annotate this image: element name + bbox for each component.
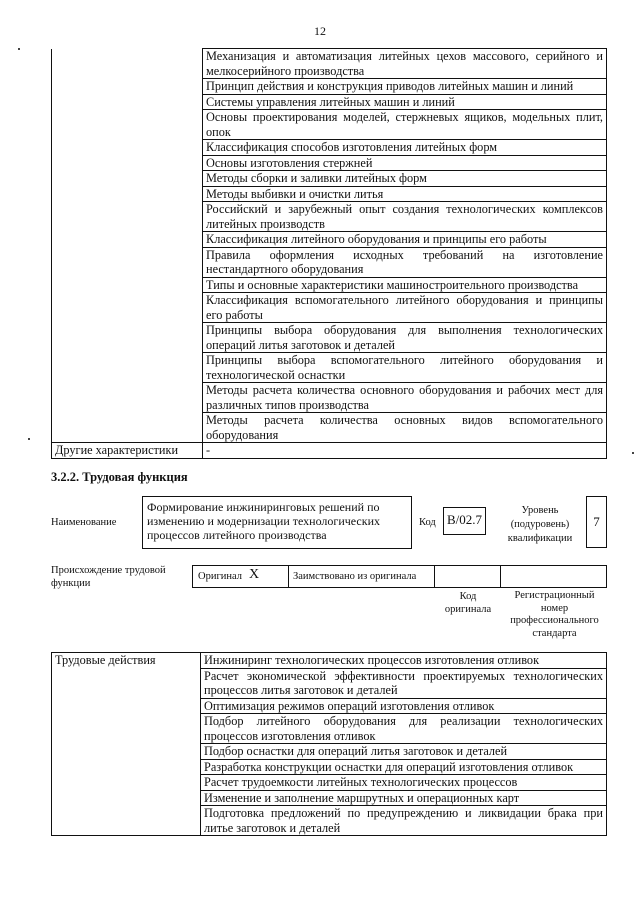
other-characteristics-value: -	[203, 443, 607, 459]
action-row	[52, 653, 607, 669]
knowledge-row	[52, 186, 607, 202]
code-original-label: Код оригинала	[444, 591, 492, 615]
row-label-cell	[52, 79, 203, 95]
row-label-cell	[52, 94, 203, 110]
knowledge-item: Классификация вспомогательного литейного оборудования и принципы его работы	[203, 293, 607, 323]
row-label-cell	[52, 323, 203, 353]
knowledge-row	[52, 94, 607, 110]
knowledge-row	[52, 323, 607, 353]
other-characteristics-label: Другие характеристики	[52, 443, 203, 459]
scan-mark	[632, 452, 634, 454]
scan-mark	[18, 48, 20, 50]
original-label: Оригинал	[198, 571, 242, 582]
knowledge-item: Механизация и автоматизация литейных цехов массового, серийного и мелкосерийного производства	[203, 49, 607, 79]
action-item: Изменение и заполнение маршрутных и операционных карт	[201, 790, 607, 806]
name-label: Наименование	[51, 517, 117, 528]
row-label-cell	[52, 140, 203, 156]
knowledge-row	[52, 79, 607, 95]
knowledge-item: Классификация способов изготовления литейных форм	[203, 140, 607, 156]
row-label-cell	[52, 247, 203, 277]
knowledge-row	[52, 383, 607, 413]
origin-divider	[500, 566, 501, 587]
page-number: 12	[314, 24, 326, 38]
row-label-cell	[52, 155, 203, 171]
scan-mark	[28, 438, 30, 440]
knowledge-item: Методы выбивки и очистки литья	[203, 186, 607, 202]
level-label: Уровень (подуровень) квалификации	[507, 505, 573, 544]
row-label-cell	[52, 202, 203, 232]
knowledge-row	[52, 247, 607, 277]
row-label-cell	[52, 186, 203, 202]
knowledge-item: Правила оформления исходных требований на изготовление нестандартного оборудования	[203, 247, 607, 277]
knowledge-row	[52, 413, 607, 443]
actions-label: Трудовые действия	[52, 653, 201, 836]
action-item: Разработка конструкции оснастки для операций изготовления отливок	[201, 759, 607, 775]
knowledge-row	[52, 353, 607, 383]
knowledge-row	[52, 140, 607, 156]
borrowed-label: Заимствовано из оригинала	[293, 571, 417, 582]
row-label-cell	[52, 383, 203, 413]
knowledge-item: Принципы выбора вспомогательного литейного оборудования и технологической оснастки	[203, 353, 607, 383]
knowledge-item: Классификация литейного оборудования и принципы его работы	[203, 232, 607, 248]
knowledge-row	[52, 293, 607, 323]
knowledge-table	[51, 48, 607, 459]
section-title: 3.2.2. Трудовая функция	[51, 470, 188, 484]
knowledge-item: Методы расчета количества основных видов вспомогательного оборудования	[203, 413, 607, 443]
knowledge-row	[52, 232, 607, 248]
origin-label: Происхождение трудовой функции	[51, 565, 166, 589]
knowledge-row	[52, 171, 607, 187]
function-name-value: Формирование инжиниринговых решений по изменению и модернизации технологических процессов литейного производства	[147, 500, 380, 542]
row-label-cell	[52, 49, 203, 79]
knowledge-row	[52, 155, 607, 171]
knowledge-row	[52, 202, 607, 232]
knowledge-item: Системы управления литейных машин и линий	[203, 94, 607, 110]
origin-divider	[434, 566, 435, 587]
level-value: 7	[593, 514, 600, 529]
code-value: B/02.7	[447, 512, 483, 527]
origin-divider	[288, 566, 289, 587]
knowledge-item: Принципы выбора оборудования для выполнения технологических операций литья заготовок и деталей	[203, 323, 607, 353]
knowledge-row	[52, 277, 607, 293]
actions-table	[51, 652, 607, 836]
row-label-cell	[52, 293, 203, 323]
function-name-box	[142, 496, 412, 549]
row-label-cell	[52, 171, 203, 187]
action-item: Подбор оснастки для операций литья заготовок и деталей	[201, 744, 607, 760]
row-label-cell	[52, 232, 203, 248]
reg-number-label: Регистрационный номер профессионального стандарта	[510, 590, 599, 639]
action-item: Инжиниринг технологических процессов изготовления отливок	[201, 653, 607, 669]
action-item: Подготовка предложений по предупреждению и ликвидации брака при литье заготовок и деталей	[201, 806, 607, 836]
code-box	[443, 507, 486, 535]
row-label-cell	[52, 413, 203, 443]
knowledge-item: Методы расчета количества основного оборудования и рабочих мест для различных типов производства	[203, 383, 607, 413]
row-label-cell	[52, 353, 203, 383]
knowledge-row	[52, 110, 607, 140]
action-item: Расчет экономической эффективности проектируемых технологических процессов литья заготовок и деталей	[201, 668, 607, 698]
row-label-cell	[52, 277, 203, 293]
action-item: Подбор литейного оборудования для реализации технологических процессов изготовления отливок	[201, 714, 607, 744]
knowledge-item: Методы сборки и заливки литейных форм	[203, 171, 607, 187]
knowledge-item: Основы изготовления стержней	[203, 155, 607, 171]
knowledge-item: Российский и зарубежный опыт создания технологических комплексов литейных производств	[203, 202, 607, 232]
other-characteristics-row	[52, 443, 607, 459]
original-mark: X	[249, 567, 260, 582]
knowledge-item: Основы проектирования моделей, стержневых ящиков, модельных плит, опок	[203, 110, 607, 140]
knowledge-item: Принцип действия и конструкция приводов литейных машин и линий	[203, 79, 607, 95]
code-label: Код	[419, 517, 436, 528]
action-item: Расчет трудоемкости литейных технологических процессов	[201, 775, 607, 791]
row-label-cell	[52, 110, 203, 140]
origin-row	[192, 565, 607, 588]
action-item: Оптимизация режимов операций изготовления отливок	[201, 698, 607, 714]
knowledge-row	[52, 49, 607, 79]
knowledge-item: Типы и основные характеристики машиностроительного производства	[203, 277, 607, 293]
level-box	[586, 496, 607, 548]
